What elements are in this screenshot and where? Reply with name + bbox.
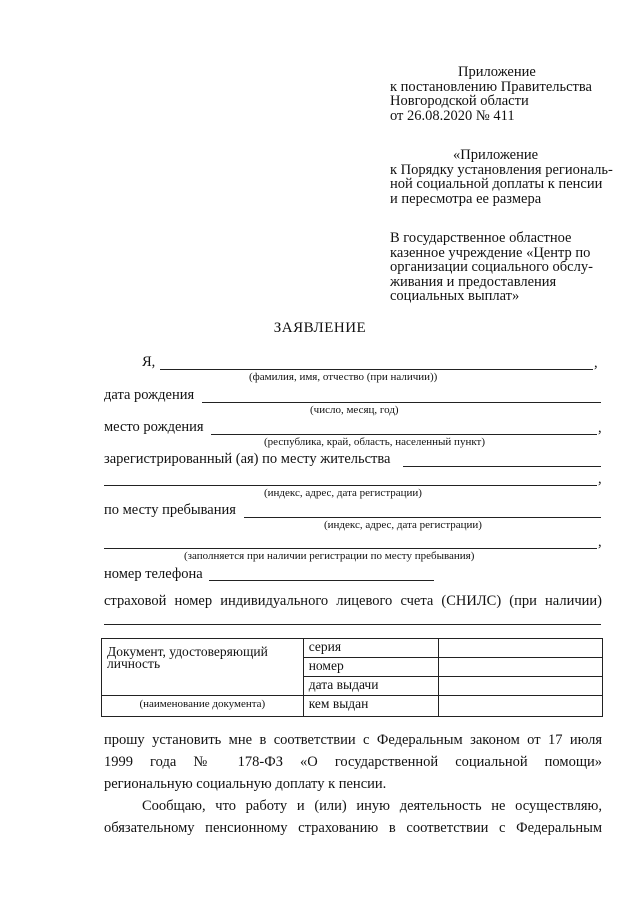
stay-note: (заполняется при наличии регистрации по месту пребывания) [184, 550, 475, 562]
doc-label-cell [102, 639, 304, 696]
table-row [102, 639, 603, 658]
doc-row-label: серия [303, 639, 439, 658]
recipient-line: живания и предоставления [390, 273, 557, 290]
recipient-line: социальных выплат» [390, 288, 520, 305]
table-row [102, 696, 603, 717]
recipient-line: В государственное областное [390, 230, 572, 246]
doc-row-label: номер [303, 658, 439, 677]
snils-label [104, 590, 602, 612]
paragraph-line: обязательному пенсионному страхованию в соответствии с Федеральным [104, 820, 602, 836]
doc-row-label: кем выдан [303, 696, 439, 717]
request-paragraph [104, 729, 602, 795]
statement-paragraph [104, 795, 602, 839]
comma: , [598, 471, 602, 487]
dob-caption: (число, месяц, год) [310, 404, 399, 416]
document-title: ЗАЯВЛЕНИЕ [273, 320, 367, 336]
recipient-line: организации социального обслу- [390, 259, 593, 276]
reg-label: зарегистрированный (ая) по месту жительства [104, 451, 391, 467]
appendix-header [390, 65, 610, 123]
appendix-line: ной социальной доплаты к пенсии [390, 176, 603, 193]
appendix-title: Приложение [458, 64, 536, 80]
stay-field[interactable] [244, 517, 601, 518]
fio-caption: (фамилия, имя, отчество (при наличии)) [249, 371, 438, 383]
reg-field[interactable] [403, 466, 601, 467]
recipient-line: казенное учреждение «Центр по [390, 244, 591, 261]
snils-label-text: страховой номер индивидуального лицевого счета (СНИЛС) (при наличии) [104, 593, 602, 609]
number-input[interactable] [439, 658, 603, 677]
stay-caption: (индекс, адрес, дата регистрации) [324, 519, 482, 531]
appendix-line: Новгородской области [390, 93, 529, 110]
pob-field[interactable] [211, 434, 597, 435]
phone-field[interactable] [209, 580, 434, 581]
reg-caption: (индекс, адрес, дата регистрации) [264, 487, 422, 499]
comma: , [594, 355, 598, 371]
comma: , [598, 420, 602, 436]
paragraph-line: региональную социальную доплату к пенсии. [104, 776, 387, 792]
procedure-appendix-header [390, 147, 613, 207]
snils-field[interactable] [104, 624, 601, 625]
reg-field-cont[interactable] [104, 485, 597, 486]
appendix-title: «Приложение [453, 147, 539, 163]
phone-label: номер телефона [104, 566, 203, 582]
paragraph-line: Сообщаю, что работу и (или) иную деятельность не осуществляю, [142, 798, 602, 814]
dob-label: дата рождения [104, 387, 195, 403]
recipient-block [390, 231, 610, 304]
doc-label: Документ, удостоверяющий личность [107, 644, 268, 671]
doc-row-label: дата выдачи [303, 677, 439, 696]
pob-caption: (республика, край, область, населенный пункт) [264, 436, 485, 448]
appendix-line: и пересмотра ее размера [390, 190, 542, 207]
identity-document-table [101, 638, 603, 717]
i-label: Я, [142, 354, 156, 370]
stay-field-cont[interactable] [104, 548, 597, 549]
stay-label: по месту пребывания [104, 502, 236, 518]
pob-label: место рождения [104, 419, 204, 435]
issued-by-input[interactable] [439, 696, 603, 717]
fio-field[interactable] [160, 369, 593, 370]
paragraph-line: 1999 года № 178-ФЗ «О государственной социальной помощи» [104, 754, 602, 770]
issue-date-input[interactable] [439, 677, 603, 696]
appendix-line: к постановлению Правительства [390, 78, 592, 95]
dob-field[interactable] [202, 402, 601, 403]
comma: , [598, 534, 602, 550]
paragraph-line: прошу установить мне в соответствии с Федеральным законом от 17 июля [104, 732, 602, 748]
appendix-line: от 26.08.2020 № 411 [390, 107, 515, 124]
series-input[interactable] [439, 639, 603, 658]
appendix-line: к Порядку установления региональ- [390, 161, 613, 178]
doc-caption: (наименование документа) [102, 696, 304, 717]
